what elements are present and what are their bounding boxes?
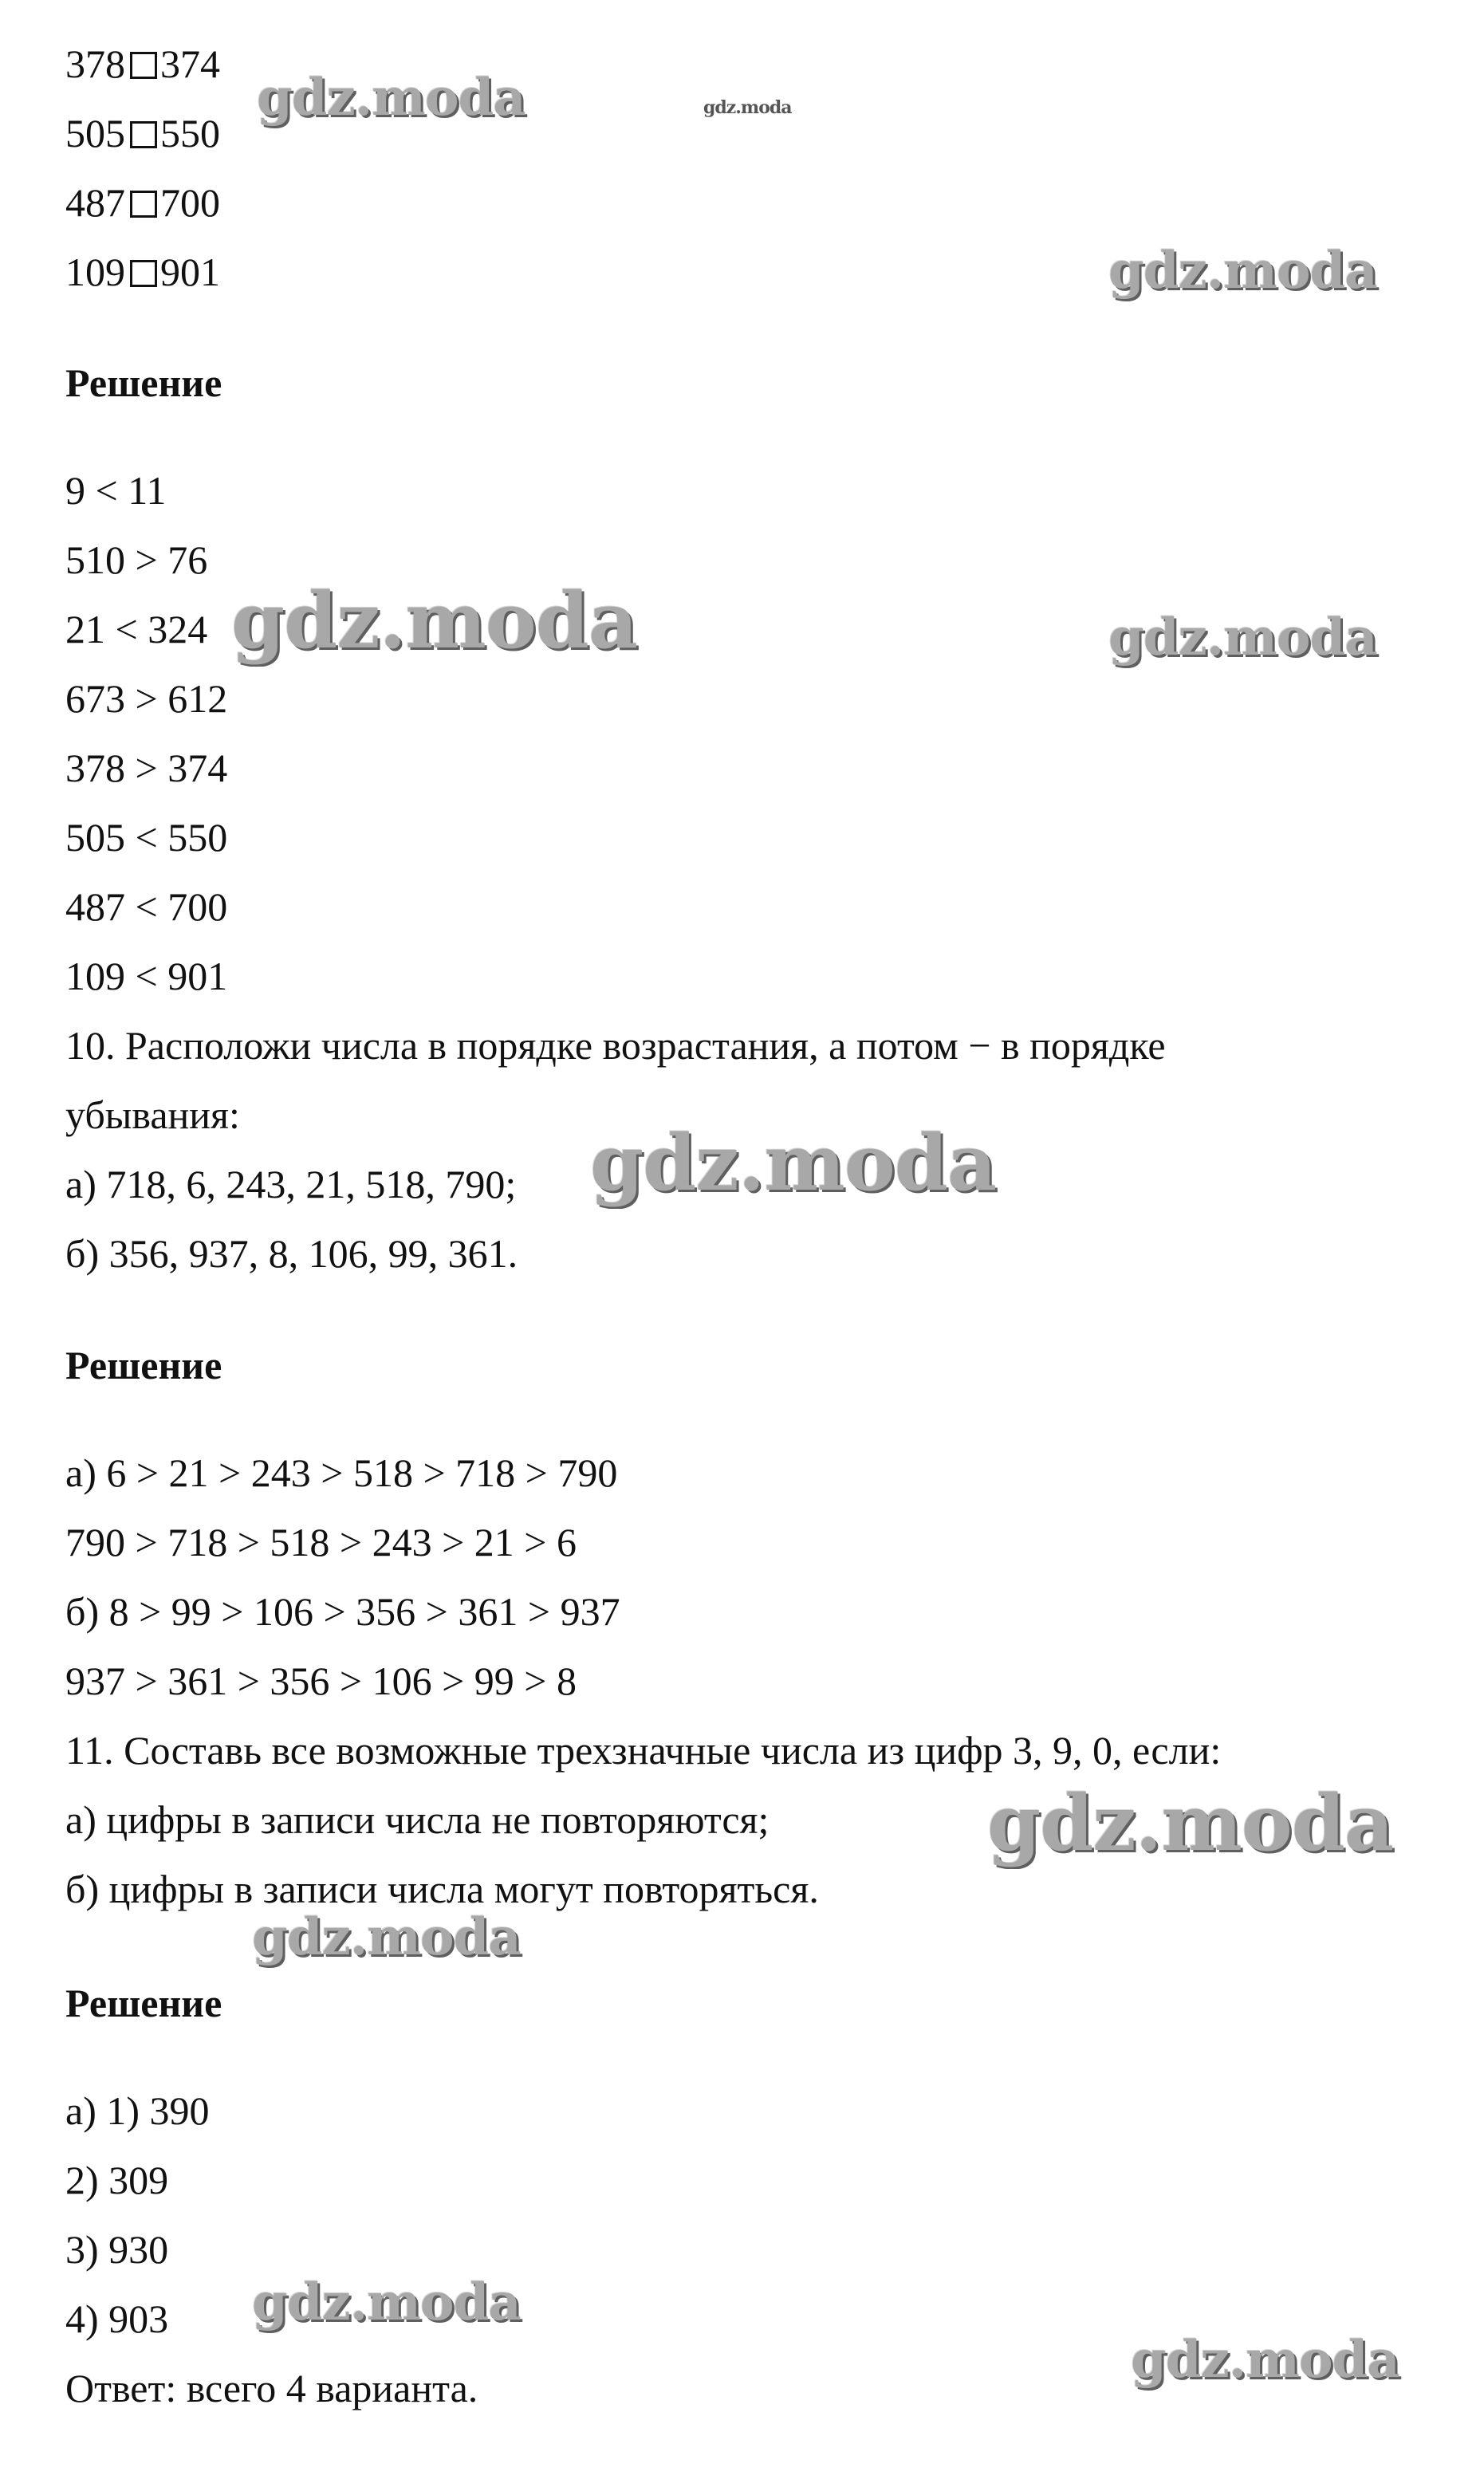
watermark: gdz.moda	[1108, 241, 1377, 301]
task-10-text-cont: убывания:	[65, 1092, 240, 1137]
solution-9-line: 378 > 374	[65, 746, 228, 790]
compare-right: 374	[160, 41, 220, 86]
task-11-text: 11. Составь все возможные трехзначные числа из цифр 3, 9, 0, если:	[65, 1728, 1222, 1773]
watermark: gdz.moda	[987, 1778, 1394, 1868]
solution-heading-9: Решение	[65, 360, 222, 405]
solution-heading-10: Решение	[65, 1343, 222, 1387]
solution-11-line: 4) 903	[65, 2296, 169, 2341]
compare-left: 109	[65, 250, 125, 294]
compare-right: 901	[160, 250, 220, 294]
task-10-text: 10. Расположи числа в порядке возрастания, а потом − в порядке	[65, 1023, 1166, 1068]
solution-9-line: 9 < 11	[65, 468, 167, 513]
compare-task-3	[65, 179, 220, 226]
solution-10-line: а) 6 > 21 > 243 > 518 > 718 > 790	[65, 1450, 618, 1495]
watermark: gdz.moda	[252, 2273, 521, 2332]
watermark: gdz.moda	[590, 1118, 997, 1208]
solution-heading-11: Решение	[65, 1981, 222, 2025]
answer-text: Ответ: всего 4 варианта.	[65, 2366, 478, 2410]
task-11-a: а) цифры в записи числа не повторяются;	[65, 1797, 770, 1842]
answer-box	[130, 52, 157, 79]
solution-10-line: 937 > 361 > 356 > 106 > 99 > 8	[65, 1659, 577, 1703]
watermark: gdz.moda	[1131, 2330, 1399, 2390]
watermark: gdz.moda	[703, 97, 792, 118]
compare-left: 505	[65, 111, 125, 155]
compare-task-1	[65, 40, 220, 88]
task-10-b: б) 356, 937, 8, 106, 99, 361.	[65, 1231, 518, 1276]
solution-11-line: а) 1) 390	[65, 2088, 210, 2133]
compare-left: 378	[65, 41, 125, 86]
answer-box	[130, 260, 157, 287]
compare-task-2	[65, 109, 220, 157]
solution-9-line: 21 < 324	[65, 607, 208, 651]
solution-9-line: 487 < 700	[65, 884, 228, 929]
watermark: gdz.moda	[252, 1907, 521, 1967]
compare-right: 550	[160, 111, 220, 155]
solution-9-line: 673 > 612	[65, 676, 228, 721]
solution-11-line: 2) 309	[65, 2158, 169, 2202]
solution-11-line: 3) 930	[65, 2227, 169, 2272]
solution-9-line: 505 < 550	[65, 815, 228, 860]
answer-box	[130, 121, 157, 148]
task-10-a: а) 718, 6, 243, 21, 518, 790;	[65, 1162, 517, 1206]
compare-right: 700	[160, 180, 220, 225]
solution-10-line: б) 8 > 99 > 106 > 356 > 361 > 937	[65, 1589, 620, 1634]
answer-box	[130, 191, 157, 218]
task-11-b: б) цифры в записи числа могут повторяться.	[65, 1867, 819, 1911]
compare-left: 487	[65, 180, 125, 225]
watermark: gdz.moda	[257, 68, 526, 128]
watermark: gdz.moda	[231, 576, 638, 666]
solution-10-line: 790 > 718 > 518 > 243 > 21 > 6	[65, 1520, 577, 1564]
solution-9-line: 109 < 901	[65, 954, 228, 998]
solution-9-line: 510 > 76	[65, 537, 208, 582]
watermark: gdz.moda	[1108, 608, 1377, 667]
compare-task-4	[65, 248, 220, 296]
